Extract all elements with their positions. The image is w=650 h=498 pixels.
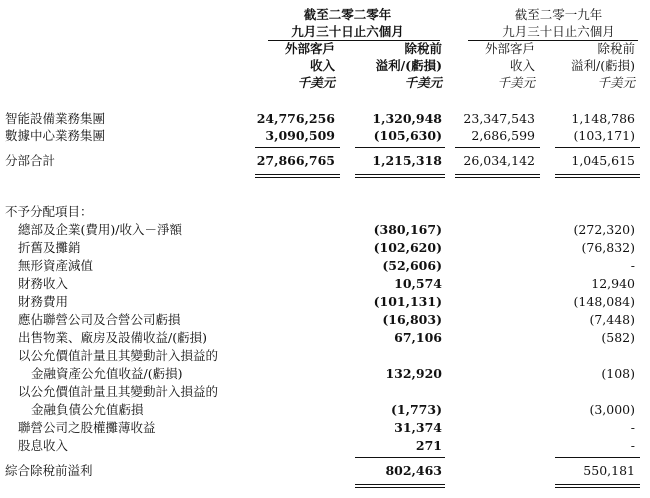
cell-value: 12,940 [591,276,635,291]
cell-value: 27,866,765 [256,153,335,168]
col-head-rev-2020: 外部客戶 收入 千美元 [284,41,335,90]
row-label: 分部合計 [5,153,56,168]
cell-value: (3,000) [589,402,635,417]
row-label: 以公允價值計量且其變動計入損益的 [18,384,219,399]
cell-value: 1,045,615 [571,153,635,168]
cell-value: - [630,258,635,273]
table-row [0,437,650,455]
period-header-2020-line1: 截至二零二零年 [303,7,392,22]
rule [355,457,445,458]
cell-value: (380,167) [373,222,442,237]
cell-value: (101,131) [373,294,442,309]
row-label-cont: 金融資產公允值收益/(虧損) [31,366,183,381]
cell-value: 10,574 [394,276,442,291]
cell-value: 1,215,318 [372,153,442,168]
table-row [0,365,650,383]
cell-value: (105,630) [373,128,442,143]
double-rule [555,484,640,488]
cell-value: (76,832) [581,240,635,255]
row-label: 綜合除稅前溢利 [5,463,93,478]
rule [555,457,640,458]
row-label: 無形資產減值 [18,258,94,273]
period-header-2019-line2: 九月三十日止六個月 [502,24,615,39]
table-row [0,275,650,293]
cell-value: (272,320) [573,222,635,237]
rule [555,147,640,148]
row-label: 股息收入 [18,438,69,453]
cell-value: 3,090,509 [265,128,335,143]
period-header-2020 [255,6,440,40]
cell-value: 802,463 [385,463,442,478]
cell-value: 2,686,599 [471,128,535,143]
cell-value: 550,181 [583,463,635,478]
table-row [0,383,650,401]
row-label-cont: 金融負債公允值虧損 [31,402,144,417]
row-label: 出售物業、廠房及設備收益/(虧損) [18,330,207,345]
row-label: 智能設備業務集團 [5,111,106,126]
double-rule [255,174,340,178]
table-row [0,347,650,365]
double-rule [455,174,540,178]
cell-value: 1,320,948 [372,111,442,126]
cell-value: 23,347,543 [463,111,535,126]
table-row [0,127,650,145]
cell-value: (108) [601,366,635,381]
col-head-rev-2019: 外部客戶 收入 千美元 [484,41,535,90]
cell-value: - [630,420,635,435]
cell-value: (1,773) [391,402,442,417]
table-row [0,110,650,128]
row-label: 以公允價值計量且其變動計入損益的 [18,348,219,363]
table-row [0,239,650,257]
cell-value: (103,171) [573,128,635,143]
cell-value: (102,620) [373,240,442,255]
cell-value: (148,084) [573,294,635,309]
table-row [0,293,650,311]
cell-value: (582) [601,330,635,345]
col-head-pbt-2019: 除稅前 溢利/(虧損) 千美元 [571,41,635,90]
table-row [0,419,650,437]
cell-value: 1,148,786 [571,111,635,126]
rule [355,147,445,148]
cell-value: 132,920 [385,366,442,381]
period-header-2020-line2: 九月三十日止六個月 [291,24,404,39]
table-row [0,401,650,419]
row-label: 折舊及攤銷 [18,240,81,255]
table-row [0,311,650,329]
cell-value: 271 [415,438,442,453]
double-rule [355,484,445,488]
row-label: 聯營公司之股權攤薄收益 [18,420,156,435]
period-header-2019-line1: 截至二零一九年 [514,7,603,22]
table-row [0,221,650,239]
col-head-pbt-2020: 除稅前 溢利/(虧損) 千美元 [375,41,442,90]
cell-value: - [630,438,635,453]
cell-value: 31,374 [394,420,442,435]
rule [255,147,340,148]
cell-value: (7,448) [589,312,635,327]
double-rule [555,174,640,178]
cell-value: 67,106 [394,330,442,345]
table-row [0,329,650,347]
row-label: 總部及企業(費用)/收入－淨額 [18,222,182,237]
double-rule [355,174,445,178]
total-row [0,462,650,480]
section-title: 不予分配項目： [5,204,93,219]
table-row [0,257,650,275]
subtotal-row [0,152,650,170]
cell-value: 26,034,142 [463,153,535,168]
period-header-2019 [466,6,650,40]
row-label: 應佔聯營公司及合營公司虧損 [18,312,181,327]
rule [455,147,540,148]
row-label: 財務收入 [18,276,69,291]
row-label: 數據中心業務集團 [5,128,106,143]
cell-value: (16,803) [382,312,442,327]
cell-value: 24,776,256 [256,111,335,126]
row-label: 財務費用 [18,294,69,309]
cell-value: (52,606) [382,258,442,273]
